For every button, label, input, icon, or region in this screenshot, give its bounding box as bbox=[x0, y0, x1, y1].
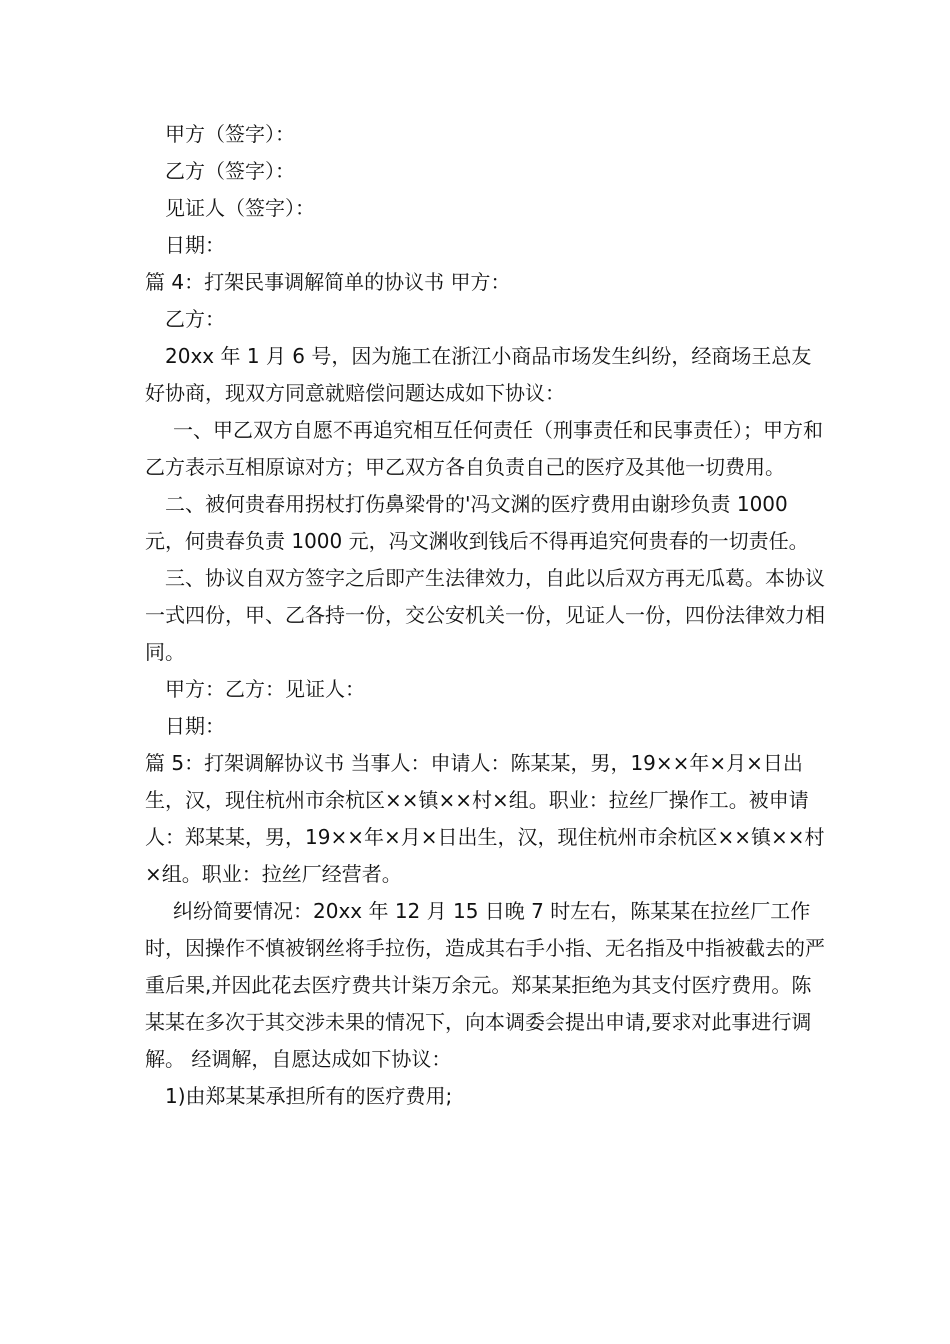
party-a-signature-line: 甲方（签字）： bbox=[165, 122, 295, 146]
section5-summary: 纠纷简要情况：20xx 年 12 月 15 日晚 7 时左右，陈某某在拉丝厂工作时，因操作不慎被钢丝将手拉伤，造成其右手小指、无名指及中指被截去的严重后果,并因此花去医疗费共计柒万余元。郑某某拒绝为其支付医疗费用。陈某某在多次于其交涉未果的情况下，向本调委会提出申请,要求对此事进行调解。 经调解，自愿达成如下协议： bbox=[145, 899, 825, 1071]
section4-clause3: 三、协议自双方签字之后即产生法律效力，自此以后双方再无瓜葛。本协议一式四份，甲、乙各持一份，交公安机关一份，见证人一份，四份法律效力相同。 bbox=[145, 566, 825, 664]
section4-date: 日期： bbox=[165, 714, 225, 738]
section5-heading-parties: 篇 5：打架调解协议书 当事人：申请人：陈某某，男，19××年×月×日出生，汉，现住杭州市余杭区××镇××村×组。职业：拉丝厂操作工。被申请人：郑某某，男，19××年×月×日出生，汉，现住杭州市余杭区××镇××村×组。职业：拉丝厂经营者。 bbox=[145, 751, 825, 886]
party-b-signature-line: 乙方（签字）： bbox=[165, 159, 295, 183]
section4-heading: 篇 4：打架民事调解简单的协议书 甲方： bbox=[145, 270, 511, 294]
document-body bbox=[145, 116, 825, 1115]
section4-clause2: 二、被何贵春用拐杖打伤鼻梁骨的'冯文渊的医疗费用由谢珍负责 1000 元，何贵春负责 1000 元，冯文渊收到钱后不得再追究何贵春的一切责任。 bbox=[145, 492, 809, 553]
section4-signatures: 甲方：乙方：见证人： bbox=[165, 677, 365, 701]
section4-intro: 20xx 年 1 月 6 号，因为施工在浙江小商品市场发生纠纷，经商场王总友好协商，现双方同意就赔偿问题达成如下协议： bbox=[145, 344, 812, 405]
section5-item1: 1)由郑某某承担所有的医疗费用; bbox=[165, 1084, 453, 1108]
section4-clause1: 一、甲乙双方自愿不再追究相互任何责任（刑事责任和民事责任）；甲方和乙方表示互相原谅对方；甲乙双方各自负责自己的医疗及其他一切费用。 bbox=[145, 418, 823, 479]
witness-signature-line: 见证人（签字）： bbox=[165, 196, 315, 220]
section4-party-b: 乙方： bbox=[165, 307, 225, 331]
date-line: 日期： bbox=[165, 233, 225, 257]
